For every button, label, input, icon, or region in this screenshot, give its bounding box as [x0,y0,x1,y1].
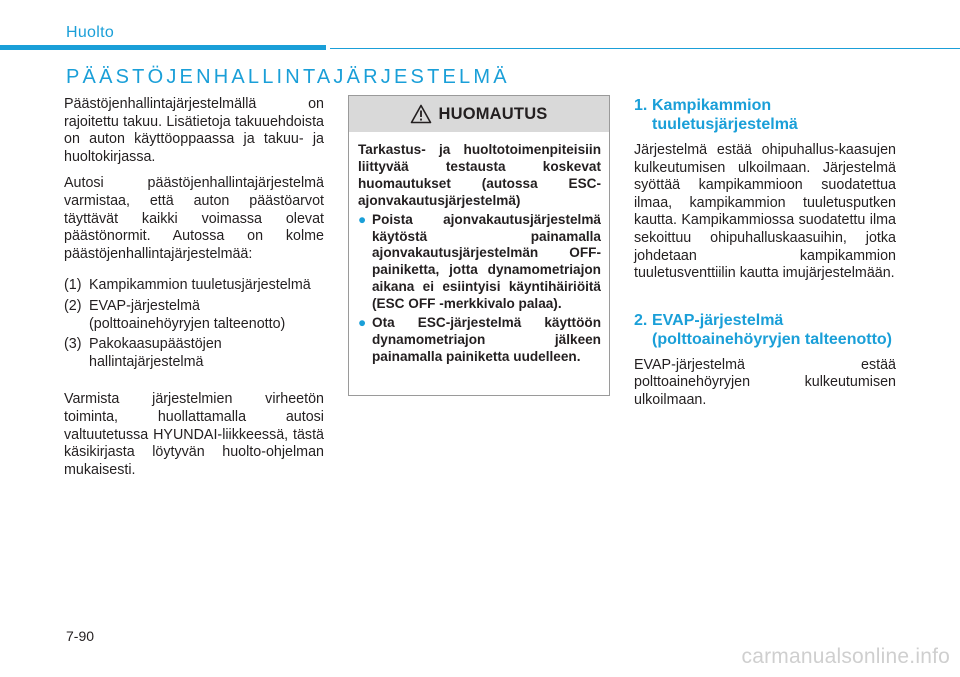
section-number: 2. [634,311,648,329]
header-rule-thin [330,48,960,49]
list-item [64,298,324,333]
list-item [64,277,324,295]
header-rule-thick [0,45,326,50]
section-heading-text: EVAP-järjestelmä (polttoainehöyryjen talteenotto) [652,311,892,348]
list-item-number: (3) [64,336,82,353]
evap-paragraph: EVAP-järjestelmä estää polttoainehöyryjen kulkeutumisen ulkoilmaan. [634,356,896,408]
notice-body [349,132,609,366]
list-item-text: Kampikammion tuuletusjärjestelmä [89,277,311,294]
list-item-number: (2) [64,297,82,314]
description-paragraph: Autosi päästöjenhallintajärjestelmä varmistaa, että auton päästöarvot täyttävät kaikki voimassa olevat päästönormit. Autossa on kolme päästöjenhallintajärjestelmää: [64,175,324,262]
watermark: carmanualsonline.info [741,645,950,668]
section-heading-evap [634,311,896,349]
notice-title: HUOMAUTUS [438,104,548,123]
intro-paragraph: Päästöjenhallintajärjestelmällä on rajoitettu takuu. Lisätietoja takuuehdoista on auton käyttöoppaassa ja takuu- ja huoltokirjassa. [64,96,324,165]
notice-bullets [358,212,601,366]
section-heading-text: Kampikammion tuuletusjärjestelmä [652,97,798,133]
systems-list [64,277,324,371]
list-item-text: Pakokaasupäästöjen hallintajärjestelmä [89,336,222,370]
section-heading-crankcase [634,96,896,134]
page-number: 7-90 [66,628,95,644]
notice-bullet-text: Ota ESC-järjestelmä käyttöön dynamometriajon jälkeen painamalla painiketta uudelleen. [372,315,601,364]
notice-header [349,96,609,132]
bullet-dot-icon: ● [358,315,367,331]
section-number: 1. [634,97,648,114]
list-item [64,336,324,371]
notice-bullet-text: Poista ajonvakautusjärjestelmä käytöstä painamalla ajonvakautusjärjestelmän OFF-painiketta, jotta dynamometriajon aikana ei esiintyisi käyntihäiriöitä (ESC OFF -merkkivalo palaa). [372,211,601,312]
notice-bullet [358,315,601,366]
section-tag: Huolto [66,24,115,41]
maintenance-paragraph: Varmista järjestelmien virheetön toiminta, huollattamalla autosi valtuutetussa HYUNDAI-liikkeessä, tästä käsikirjasta löytyvän huolto-ohjelman mukaisesti. [64,391,324,478]
notice-box [348,95,610,396]
warning-triangle-icon [410,104,432,124]
notice-bullet [358,212,601,313]
list-item-text: EVAP-järjestelmä (polttoainehöyryjen talteenotto) [89,297,286,332]
list-item-number: (1) [64,277,82,294]
column-left [64,96,324,488]
bullet-dot-icon: ● [358,211,367,227]
notice-intro: Tarkastus- ja huoltotoimenpiteisiin liittyvää testausta koskevat huomautukset (autossa ESC-ajonvakautusjärjestelmä) [358,142,601,208]
crankcase-paragraph: Järjestelmä estää ohipuhallus-kaasujen kulkeutumisen ulkoilmaan. Järjestelmä syöttää kampikammioon suodatettua ilmaa, kampikammion tuuletusputken kautta. Kampikammiossa suodatettu ilma sekoittuu ohipuhalluskaasuihin, jotka johdetaan kampikammion tuuletusventtiilin kautta imujärjestelmään. [634,142,896,282]
chapter-title: PÄÄSTÖJENHALLINTAJÄRJESTELMÄ [66,66,510,88]
column-right [634,96,896,419]
